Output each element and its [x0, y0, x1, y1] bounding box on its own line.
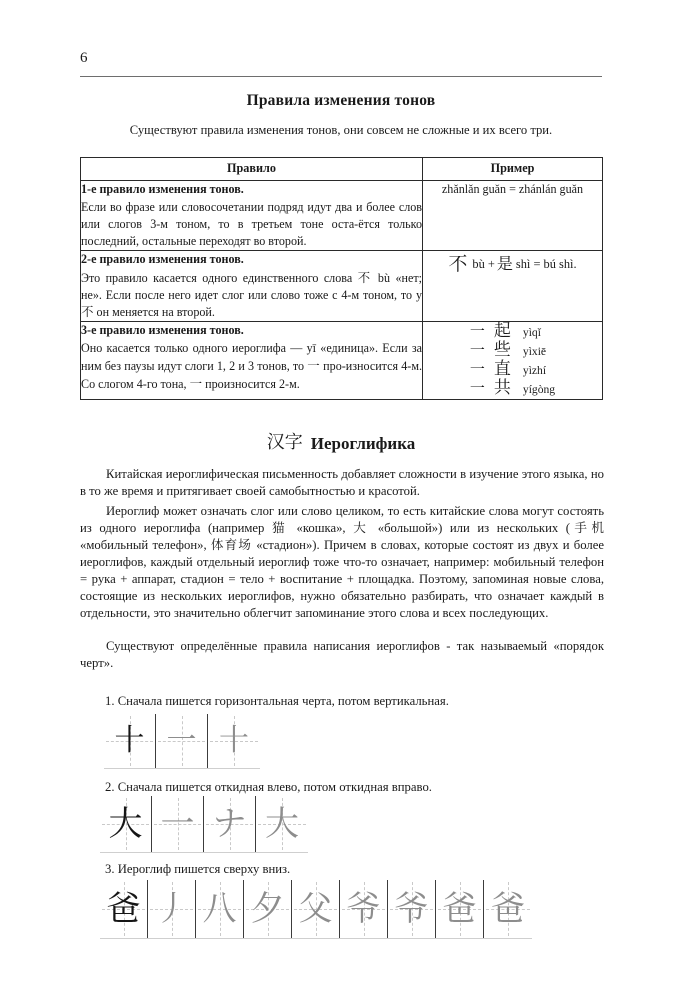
paragraph-text: Китайская иероглифическая письменность добавляет сложности в изучение этого языка, но в то же время и притягивает своей самобытностью и красотой. [80, 467, 604, 499]
list-item [470, 322, 555, 341]
stroke-cell [208, 714, 260, 768]
stroke-cell [196, 880, 244, 938]
rule-heading-1: 1-е правило изменения тонов. [81, 182, 244, 196]
hieroglyphics-heading [80, 428, 602, 454]
stroke-step-3: 夕 [250, 889, 285, 929]
han-character-yi: 一 [469, 379, 485, 398]
han-character-da: 大 [108, 804, 143, 844]
han-character-shi: 是 [496, 253, 513, 273]
han-character-xie: 些 [493, 340, 511, 361]
page-title: Правила изменения тонов [246, 92, 436, 109]
stroke-cell [388, 880, 436, 938]
column-header-example: Пример [423, 158, 603, 181]
han-character-yi: 一 [469, 341, 485, 360]
para2-t3: «большой») или из нескольких ( [370, 521, 571, 536]
example-pinyin-shi: shì = bú shì. [515, 256, 577, 271]
para2-t5: «стадион»). Причем в словах, которые состоят из двух и более иероглифов, каждый отдельный иероглиф тоже что-то означает, например: мобильный телефон = рука + аппарат, стадион = тело + воспитание + площадка. Поэтому, запоминая новые слова, состоящие из нескольких иероглифов, нужно обязательно разбирать, что означает каждый в отдельности, это значительно облегчит запоминание этого слова и всех последующих. [80, 538, 604, 621]
han-word-shouji: 手机 [570, 520, 605, 536]
stroke-step-4: 父 [298, 889, 333, 929]
header-divider [80, 76, 602, 77]
list-item [470, 341, 555, 360]
han-character-da: 大 [353, 520, 371, 536]
pinyin-yigong: yígòng [522, 383, 556, 397]
stroke-cell [152, 796, 204, 852]
han-character-bu: 不 [448, 252, 468, 275]
pinyin-yiqi: yìqǐ [522, 326, 541, 340]
han-character-mao: 猫 [271, 520, 289, 536]
stroke-cell [156, 714, 208, 768]
table-row [81, 322, 603, 399]
example-cell-3 [423, 322, 603, 399]
stroke-step-6: 爷 [394, 889, 429, 929]
stroke-cell [104, 714, 156, 768]
table-row [81, 181, 603, 251]
intro-paragraph: Существуют правила изменения тонов, они совсем не сложные и их всего три. [129, 123, 553, 137]
stroke-cell [100, 880, 148, 938]
rule-body-2-part3: он меняется на второй. [93, 305, 215, 320]
han-character-hanzi: 汉字 [266, 432, 303, 453]
pinyin-yixie: yìxiē [522, 345, 547, 359]
table-header-row [81, 158, 603, 181]
han-character-bu: 不 [357, 269, 373, 285]
rule-heading-2: 2-е правило изменения тонов. [81, 251, 244, 266]
han-word-tiyuchang: 体育场 [210, 537, 252, 553]
stroke-cell [204, 796, 256, 852]
han-character-yi: 一 [469, 322, 485, 341]
para2-t2: «кошка», [288, 521, 354, 536]
rule-body-2-part2: bù «нет; не». Если после него идет слог или слово тоже с 4-м тоном, то у [81, 270, 422, 302]
hieroglyphics-heading-label: Иероглифика [310, 434, 416, 453]
stroke-cell [292, 880, 340, 938]
example-text-1: zhǎnlǎn guǎn = zhánlán guǎn [441, 182, 584, 196]
stroke-step-1: 丿 [154, 889, 189, 929]
rule-body-3-part3: произносится 2-м. [202, 377, 300, 392]
stroke-step-2: ナ [212, 804, 247, 844]
stroke-rule-label-2: 2. Сначала пишется откидная влево, потом откидная вправо. [105, 780, 432, 794]
paragraph-text: Существуют определённые правила написания иероглифов - так называемый «порядок черт». [80, 639, 604, 671]
example-yi-list [470, 322, 555, 398]
stroke-cell [256, 796, 308, 852]
stroke-cell [148, 880, 196, 938]
example-text-2 [448, 252, 577, 275]
han-character-gong: 共 [493, 378, 511, 399]
example-pinyin-bu: bù + [472, 256, 495, 271]
page-number: 6 [80, 50, 88, 66]
body-paragraph-3 [80, 638, 604, 672]
rule-heading-3: 3-е правило изменения тонов. [81, 323, 244, 338]
han-character-ba: 爸 [106, 889, 141, 929]
pinyin-yizhi: yìzhí [522, 364, 547, 378]
rule-cell-2 [81, 250, 423, 322]
stroke-step-3: 大 [265, 804, 299, 844]
rule-cell-3 [81, 322, 423, 399]
stroke-cell [340, 880, 388, 938]
stroke-cell [484, 880, 532, 938]
stroke-step-2: 十 [219, 723, 249, 758]
stroke-step-7: 爸 [442, 889, 477, 929]
rule-body-2-part1: Это правило касается одного единственного слова [81, 270, 358, 285]
table-row [81, 250, 603, 322]
han-character-bu: 不 [81, 304, 94, 320]
body-paragraph-2 [80, 503, 604, 623]
stroke-order-strip-1 [104, 714, 260, 769]
han-character-qi: 起 [493, 321, 511, 342]
stroke-order-strip-2 [100, 796, 308, 853]
rule-body-3-part2: про-износится 4-м. Со слогом 4-го тона, [81, 359, 422, 392]
stroke-rule-label-1: 1. Сначала пишется горизонтальная черта, потом вертикальная. [105, 694, 449, 708]
column-header-rule: Правило [81, 158, 423, 181]
stroke-step-1: 一 [160, 804, 195, 844]
stroke-rule-label-3: 3. Иероглиф пишется сверху вниз. [105, 862, 291, 876]
stroke-step-8: 爸 [491, 889, 525, 929]
list-item [470, 360, 555, 379]
example-cell-2 [423, 250, 603, 322]
stroke-order-strip-3 [100, 880, 532, 939]
stroke-cell [100, 796, 152, 852]
stroke-step-2: 八 [202, 889, 237, 929]
han-character-yi: 一 [189, 376, 203, 392]
stroke-cell [244, 880, 292, 938]
rule-cell-1 [81, 181, 423, 251]
rule-body-3 [81, 340, 422, 393]
stroke-cell [436, 880, 484, 938]
stroke-step-1: 一 [166, 723, 197, 758]
rule-body-2 [81, 269, 422, 322]
rule-body-1: Если во фразе или словосочетании подряд идут два и более слов или слогов 3-м тоном, то в третьем тоне оста-ётся только последний, остальные переходят во второй. [81, 199, 422, 248]
para2-t4: «мобильный телефон», [80, 538, 211, 553]
han-character-zhi: 直 [493, 359, 511, 380]
han-character-yi: 一 [307, 358, 320, 374]
tone-rules-table [80, 157, 603, 400]
paragraph-text [80, 503, 604, 623]
body-paragraph-1 [80, 466, 604, 500]
han-character-yi: 一 [469, 360, 485, 379]
rule-body-3-part1: Оно касается только одного иероглифа — yī «единица». Если за ним без паузы идут слоги 1, 2 и 3 тонов, то [81, 341, 422, 374]
example-cell-1 [423, 181, 603, 251]
para2-t1: Иероглиф может означать слог или слово целиком, то есть китайские слова могут состоять из одного иероглифа (например [80, 504, 604, 536]
list-item [470, 379, 555, 398]
stroke-step-5: 爷 [346, 889, 381, 929]
han-character-shi: 十 [114, 723, 145, 758]
